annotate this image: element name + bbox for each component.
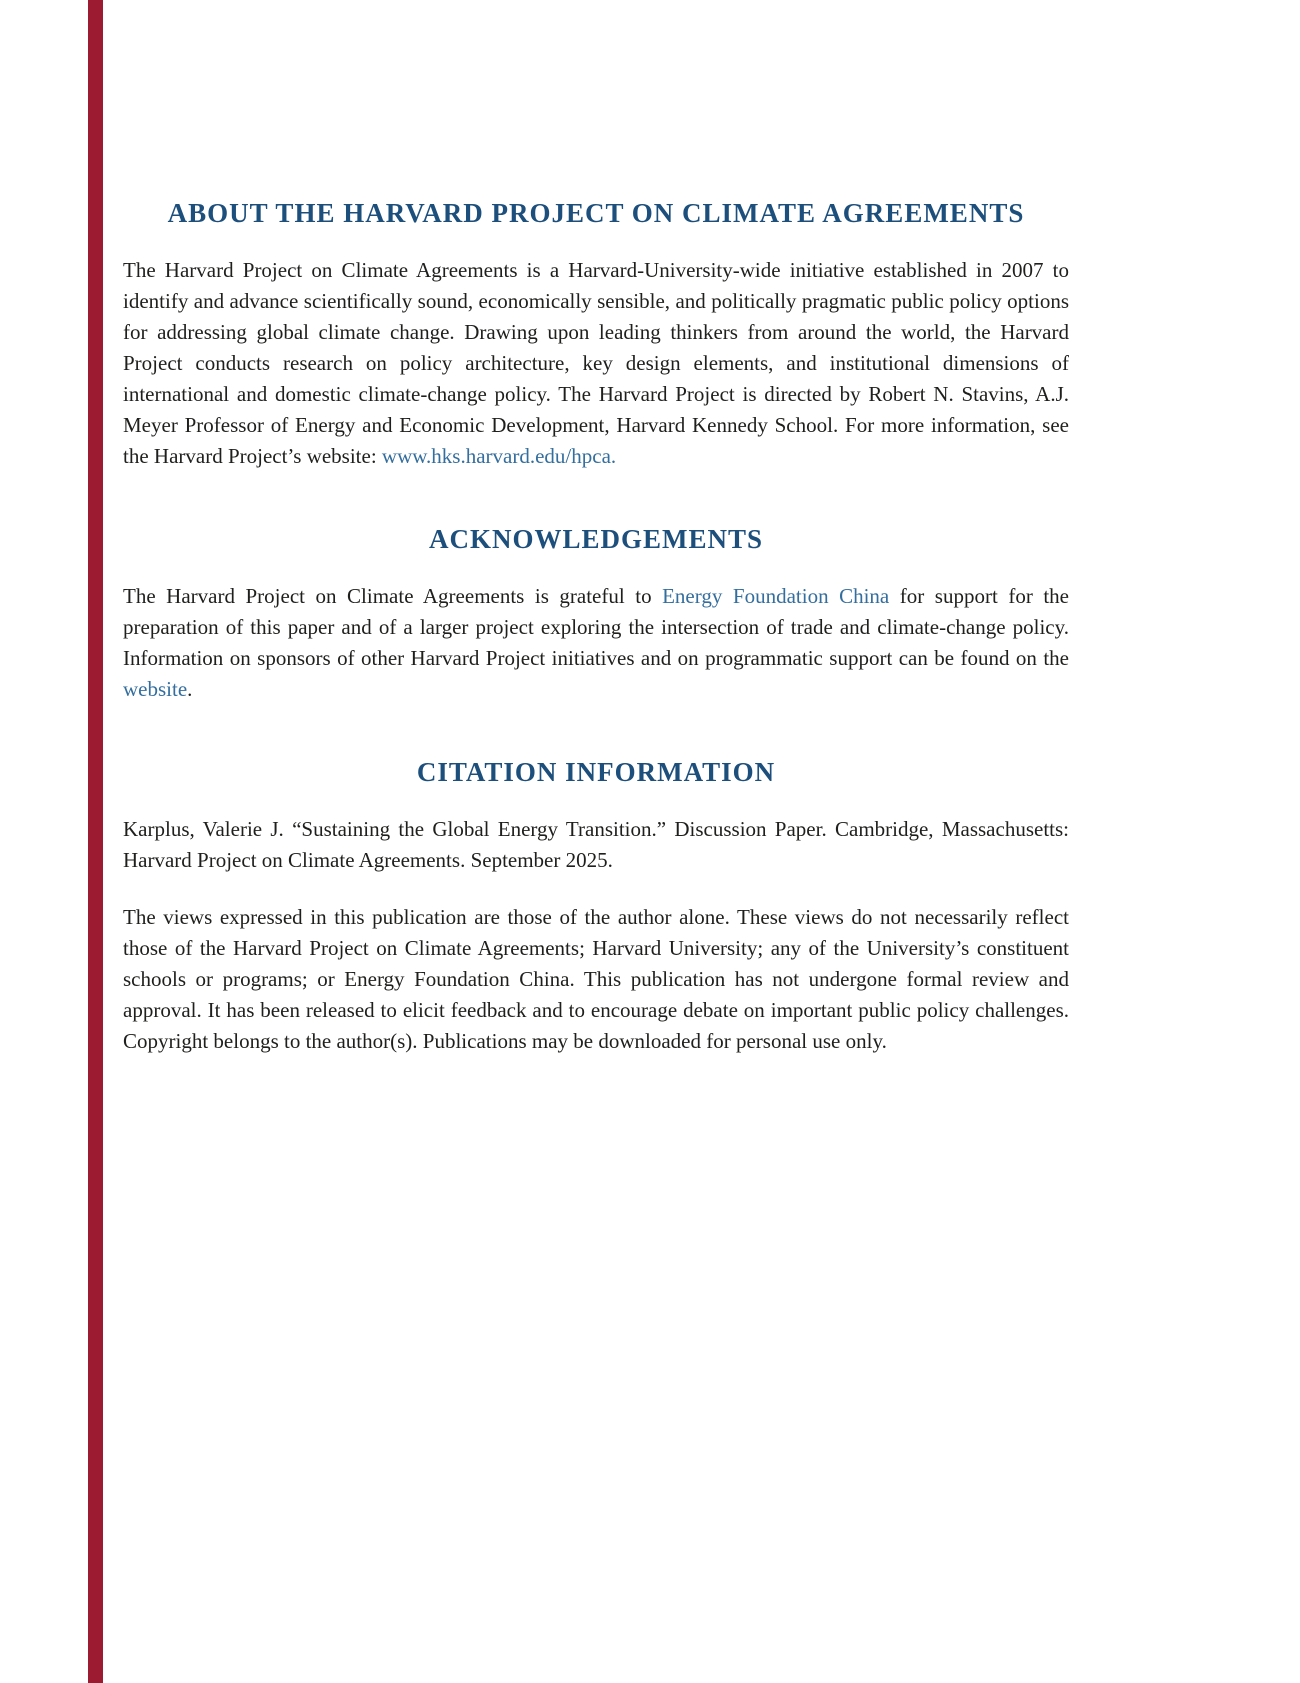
crimson-accent-bar — [88, 0, 103, 1683]
page-content — [123, 198, 1069, 1083]
about-paragraph — [123, 255, 1069, 472]
section-heading-citation: CITATION INFORMATION — [416, 757, 776, 787]
hpca-website-link[interactable]: www.hks.harvard.edu/hpca. — [381, 444, 617, 468]
about-text: The Harvard Project on Climate Agreements is a Harvard-University-wide initiative established in 2007 to identify and advance scientifically sound, economically sensible, and politically pragmatic public policy options for addressing global climate change. Drawing upon leading thinkers from around the world, the Harvard Project conducts research on policy architecture, key design elements, and institutional dimensions of international and domestic climate-change policy. The Harvard Project is directed by Robert N. Stavins, A.J. Meyer Professor of Energy and Economic Development, Harvard Kennedy School. For more information, see the Harvard Project’s website: — [123, 258, 1069, 468]
section-heading-about: ABOUT THE HARVARD PROJECT ON CLIMATE AGREEMENTS — [167, 198, 1025, 228]
acknowledgements-text-1: The Harvard Project on Climate Agreements is grateful to — [123, 584, 663, 608]
energy-foundation-china-link[interactable]: Energy Foundation China — [662, 584, 890, 608]
acknowledgements-text-3: . — [187, 677, 193, 701]
citation-disclaimer-paragraph: The views expressed in this publication are those of the author alone. These views do not necessarily reflect those of the Harvard Project on Climate Agreements; Harvard University; any of the University’s constituent schools or programs; or Energy Foundation China. This publication has not undergone formal review and approval. It has been released to elicit feedback and to encourage debate on important public policy challenges. Copyright belongs to the author(s). Publications may be downloaded for personal use only. — [123, 905, 1069, 1053]
acknowledgements-text-2: for support for the preparation of this paper and of a larger project exploring the intersection of trade and climate-change policy. Information on sponsors of other Harvard Project initiatives and on programmatic support can be found on the — [123, 584, 1070, 670]
citation-reference-paragraph: Karplus, Valerie J. “Sustaining the Global Energy Transition.” Discussion Paper. Cambridge, Massachusetts: Harvard Project on Climate Agreements. September 2025. — [123, 817, 1069, 872]
acknowledgements-paragraph — [123, 581, 1069, 705]
website-link[interactable]: website — [123, 677, 188, 701]
section-heading-acknowledgements: ACKNOWLEDGEMENTS — [428, 524, 764, 554]
